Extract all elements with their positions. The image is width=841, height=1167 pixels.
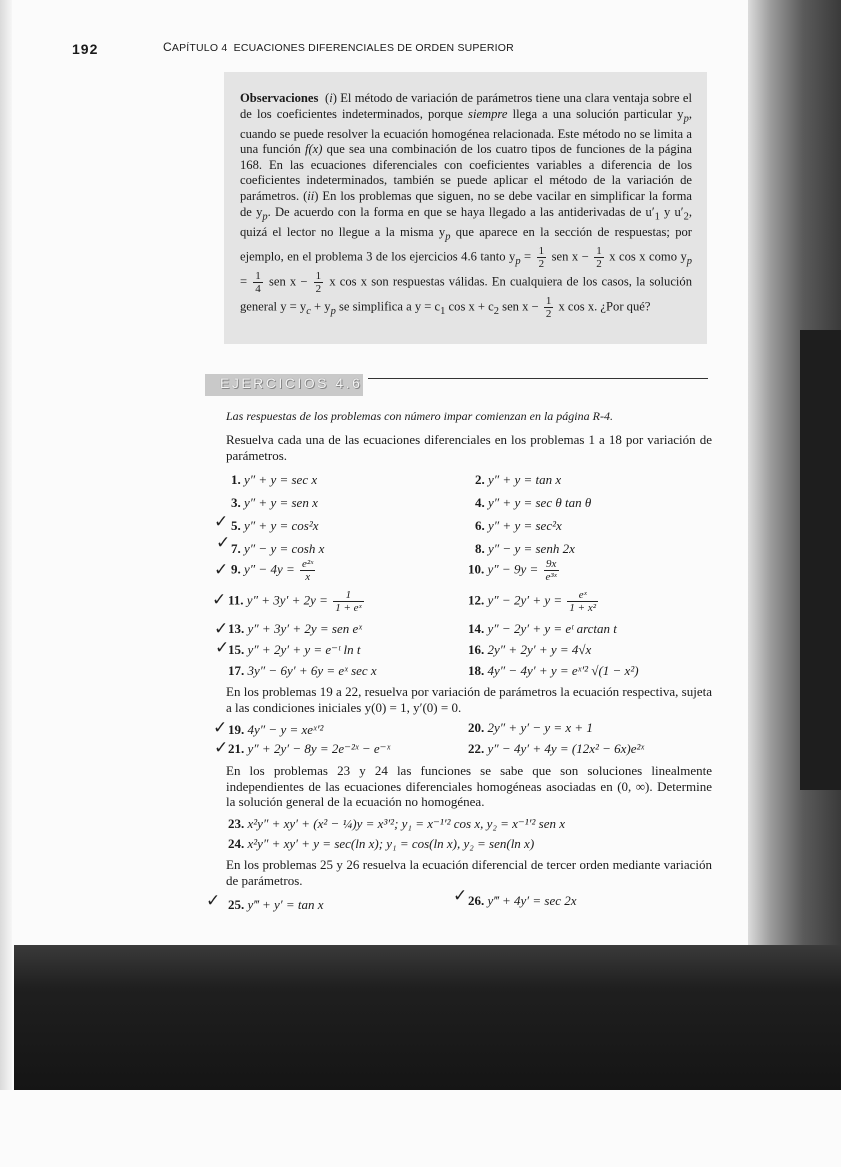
obs-part: 2 xyxy=(683,211,689,223)
problem-number: 4. xyxy=(475,495,485,510)
problem-number: 2. xyxy=(475,472,485,487)
problem-number: 6. xyxy=(475,518,485,533)
check-mark-icon: ✓ xyxy=(213,718,228,738)
problem-equation: y″ − 4y′ + 4y = (12x² − 6x)e²ˣ xyxy=(487,741,645,756)
problem-4 xyxy=(475,495,591,511)
frac-num: 9x xyxy=(544,558,559,571)
problem-number: 15. xyxy=(228,642,245,657)
instructions-2: En los problemas 19 a 22, resuelva por variación de parámetros la ecuación respectiva, sujeta a las condiciones iniciales y(0) = 1, y′(0) = 0. xyxy=(226,684,712,715)
problem-number: 3. xyxy=(231,495,241,510)
check-mark-icon: ✓ xyxy=(214,560,229,580)
fraction xyxy=(567,589,598,614)
obs-part: 1 xyxy=(654,211,660,223)
problem-number: 1. xyxy=(231,472,241,487)
frac-num: 1 xyxy=(333,589,363,602)
problem-equation: y″ + 3y′ + 2y = sen eˣ xyxy=(247,621,362,636)
problem-22 xyxy=(468,741,644,757)
obs-part: 2 xyxy=(493,305,500,317)
problem-25 xyxy=(228,897,324,913)
problem-number: 22. xyxy=(468,741,485,756)
problem-3 xyxy=(231,495,318,511)
fraction xyxy=(333,589,363,614)
answers-note: Las respuestas de los problemas con número impar comienzan en la página R-4. xyxy=(226,409,613,423)
check-mark-icon: ✓ xyxy=(206,891,221,911)
section-title: EJERCICIOS 4.6 xyxy=(220,375,363,391)
fraction xyxy=(544,558,559,583)
fraction-half xyxy=(544,295,554,320)
instructions-1: Resuelva cada una de las ecuaciones diferenciales en los problemas 1 a 18 por variación de parámetros. xyxy=(226,432,712,463)
problem-equation: y″ − 2y′ + y = eᵗ arctan t xyxy=(487,621,617,636)
problem-equation: y″ − 2y′ + y = xyxy=(487,592,566,608)
problem-number: 12. xyxy=(468,592,485,608)
problem-17 xyxy=(228,663,377,679)
obs-part: = xyxy=(520,249,535,264)
problem-number: 10. xyxy=(468,561,485,577)
obs-part: , quizá el lector no llegue a la misma y xyxy=(240,204,692,239)
obs-part: ( xyxy=(324,91,330,105)
problem-equation: y″ + 2y′ + y = e⁻ᵗ ln t xyxy=(247,642,361,657)
obs-part: p xyxy=(686,255,693,267)
obs-part: = xyxy=(240,274,252,289)
problem-equation: y″ + y = cos²x xyxy=(244,518,319,533)
chapter-header xyxy=(163,40,514,54)
problem-equation: y″ + y = sen x xyxy=(244,495,318,510)
problem-11 xyxy=(228,589,366,614)
check-mark-icon: ✓ xyxy=(216,533,231,553)
frac-den: 2 xyxy=(538,257,545,270)
frac-num: 1 xyxy=(596,244,602,257)
frac-den: 2 xyxy=(315,282,322,295)
observations-text xyxy=(240,91,692,320)
problem-equation: 2y″ + 2y′ + y = 4√x xyxy=(487,642,592,657)
obs-part: ii xyxy=(307,189,315,204)
problem-number: 17. xyxy=(228,663,245,678)
check-mark-icon: ✓ xyxy=(214,619,229,639)
instructions-4: En los problemas 25 y 26 resuelva la ecuación diferencial de tercer orden mediante variación de parámetros. xyxy=(226,857,712,888)
problem-equation: y″ + y = sec x xyxy=(244,472,318,487)
frac-num: 1 xyxy=(538,244,545,257)
chapter-cap: C xyxy=(163,40,172,54)
obs-part: que aparece en la sección de respuestas; por ejemplo, en el problema 3 de los ejercicios 4.6 tanto y xyxy=(240,224,692,264)
problem-equation: x²y″ + xy′ + (x² − ¼)y = x³′²; y₁ = x⁻¹′² cos x, y₂ = x⁻¹′² sen x xyxy=(247,816,566,831)
problem-21 xyxy=(228,741,390,757)
problem-number: 14. xyxy=(468,621,485,636)
problem-number: 16. xyxy=(468,642,485,657)
frac-den: 2 xyxy=(545,307,552,320)
problem-20 xyxy=(468,720,593,736)
chapter-label: APÍTULO 4 xyxy=(171,42,228,54)
obs-part: + y xyxy=(310,299,331,314)
problem-1 xyxy=(231,472,317,488)
obs-part: sen x − xyxy=(264,274,312,289)
obs-part: f(x) xyxy=(304,142,323,157)
obs-part: p xyxy=(262,211,268,223)
obs-part: sen x − xyxy=(499,299,542,314)
problem-number: 7. xyxy=(231,541,241,556)
fraction-half xyxy=(594,245,604,270)
fraction-half xyxy=(537,245,547,270)
obs-part: llega a una solución particular y xyxy=(507,106,684,121)
obs-part: siempre xyxy=(468,106,508,121)
problem-16 xyxy=(468,642,591,658)
problem-equation: y″ + y = sec θ tan θ xyxy=(488,495,592,510)
scan-shadow-bottom xyxy=(14,945,841,1090)
problem-19 xyxy=(228,722,323,738)
problem-equation: y″ + y = sec²x xyxy=(488,518,562,533)
problem-number: 24. xyxy=(228,836,245,851)
obs-part: . De acuerdo con la forma en que se haya llegado a las antiderivadas de u′ xyxy=(267,204,655,219)
problem-number: 8. xyxy=(475,541,485,556)
frac-den: 2 xyxy=(596,257,602,270)
problem-6 xyxy=(475,518,562,534)
problem-7 xyxy=(231,541,324,557)
frac-den: 1 + eˣ xyxy=(335,602,362,614)
problem-number: 25. xyxy=(228,897,245,912)
problem-equation: y″ + 2y′ − 8y = 2e⁻²ˣ − e⁻ˣ xyxy=(247,741,391,756)
problem-equation: 2y″ + y′ − y = x + 1 xyxy=(487,720,593,735)
problem-8 xyxy=(475,541,575,557)
frac-num: 1 xyxy=(255,269,261,282)
problem-equation: 3y″ − 6y′ + 6y = eˣ sec x xyxy=(247,663,377,678)
check-mark-icon: ✓ xyxy=(214,512,229,532)
problem-equation: 4y″ − 4y′ + y = eˣ′² √(1 − x²) xyxy=(487,663,639,678)
scan-left-edge xyxy=(0,0,12,1090)
problem-5 xyxy=(231,518,319,534)
problem-equation: y″ − y = senh 2x xyxy=(488,541,575,556)
problem-equation: 4y″ − y = xeˣ′² xyxy=(247,722,324,737)
fraction xyxy=(300,558,315,583)
obs-part: p xyxy=(515,255,521,267)
obs-part: i xyxy=(329,91,333,105)
obs-part: cos x + c xyxy=(445,299,494,314)
problem-number: 13. xyxy=(228,621,245,636)
problem-equation: y″ + y = tan x xyxy=(488,472,562,487)
obs-part: p xyxy=(330,305,336,317)
check-mark-icon: ✓ xyxy=(212,590,227,610)
obs-part: se simplifica a y = c xyxy=(335,299,441,314)
check-mark-icon: ✓ xyxy=(214,738,229,758)
problem-24 xyxy=(228,836,534,852)
obs-part: ( xyxy=(303,189,308,204)
problem-number: 21. xyxy=(228,741,245,756)
problem-number: 23. xyxy=(228,816,245,831)
problem-10 xyxy=(468,558,561,583)
obs-part: que sea una combinación de los cuatro tipos de funciones de la página 168. En las ecuaciones diferenciales con coeficientes variables a diferencia de los coeficientes indeterminados, también se puede aplicar el método de la variación de parámetros. xyxy=(240,142,693,204)
obs-part: p xyxy=(445,231,451,243)
obs-part: y u′ xyxy=(659,204,684,219)
instructions-3: En los problemas 23 y 24 las funciones se sabe que son soluciones linealmente independientes de las ecuaciones diferenciales homogéneas asociadas en (0, ∞). Determine la solución general de la ecuación no homogénea. xyxy=(226,763,712,809)
problem-number: 9. xyxy=(231,561,241,577)
problem-number: 20. xyxy=(468,720,485,735)
problem-number: 26. xyxy=(468,893,485,908)
frac-den: x xyxy=(305,571,311,583)
frac-den: e³ˣ xyxy=(545,571,557,583)
problem-equation: y″ − y = cosh x xyxy=(244,541,325,556)
page-number: 192 xyxy=(72,41,99,57)
obs-part: sen x − xyxy=(548,249,593,264)
obs-part: c xyxy=(306,305,311,317)
problem-18 xyxy=(468,663,639,679)
fraction-quarter xyxy=(253,270,263,295)
problem-26 xyxy=(468,893,577,909)
problem-number: 19. xyxy=(228,722,245,737)
observations-heading: Observaciones xyxy=(240,91,319,105)
fraction-half xyxy=(314,270,324,295)
obs-part: 1 xyxy=(440,305,446,317)
problem-equation: y‴ + 4y′ = sec 2x xyxy=(487,893,577,908)
frac-num: eˣ xyxy=(567,589,598,602)
problem-9 xyxy=(231,558,317,583)
obs-part: x cos x. ¿Por qué? xyxy=(555,299,651,314)
obs-part: ) El método de variación de parámetros tiene una clara ventaja sobre el de los coeficientes indeterminados, porque xyxy=(240,91,692,121)
problem-23 xyxy=(228,816,565,832)
frac-den: 4 xyxy=(255,282,261,295)
problem-equation: y″ + 3y′ + 2y = xyxy=(246,592,332,608)
problem-number: 11. xyxy=(228,592,244,608)
chapter-title: ECUACIONES DIFERENCIALES DE ORDEN SUPERIOR xyxy=(233,42,514,54)
problem-number: 5. xyxy=(231,518,241,533)
frac-num: e²ˣ xyxy=(302,558,314,570)
problem-equation: y‴ + y′ = tan x xyxy=(247,897,324,912)
problem-equation: x²y″ + xy′ + y = sec(ln x); y₁ = cos(ln x), y₂ = sen(ln x) xyxy=(247,836,535,851)
obs-part: , cuando se puede resolver la ecuación homogénea relacionada. Este método no se limita a una función xyxy=(240,106,692,157)
problem-14 xyxy=(468,621,617,637)
frac-num: 1 xyxy=(315,269,322,282)
frac-num: 1 xyxy=(545,294,552,307)
problem-13 xyxy=(228,621,362,637)
problem-equation: y″ − 4y = xyxy=(244,561,298,577)
check-mark-icon: ✓ xyxy=(453,886,468,906)
problem-12 xyxy=(468,589,600,614)
obs-part: ) En los problemas que siguen, no se debe vacilar en simplificar la forma de y xyxy=(240,189,692,219)
frac-den: 1 + x² xyxy=(569,602,596,614)
scan-shadow-strip xyxy=(800,330,841,790)
problem-2 xyxy=(475,472,561,488)
obs-part: x cos x son respuestas válidas. En cualquiera de los casos, la solución general y = y xyxy=(240,274,693,314)
problem-number: 18. xyxy=(468,663,485,678)
obs-part: x cos x como y xyxy=(605,249,687,264)
obs-part: p xyxy=(683,113,689,125)
check-mark-icon: ✓ xyxy=(215,638,230,658)
problem-equation: y″ − 9y = xyxy=(487,561,542,577)
problem-15 xyxy=(228,642,360,658)
section-rule xyxy=(368,378,708,379)
